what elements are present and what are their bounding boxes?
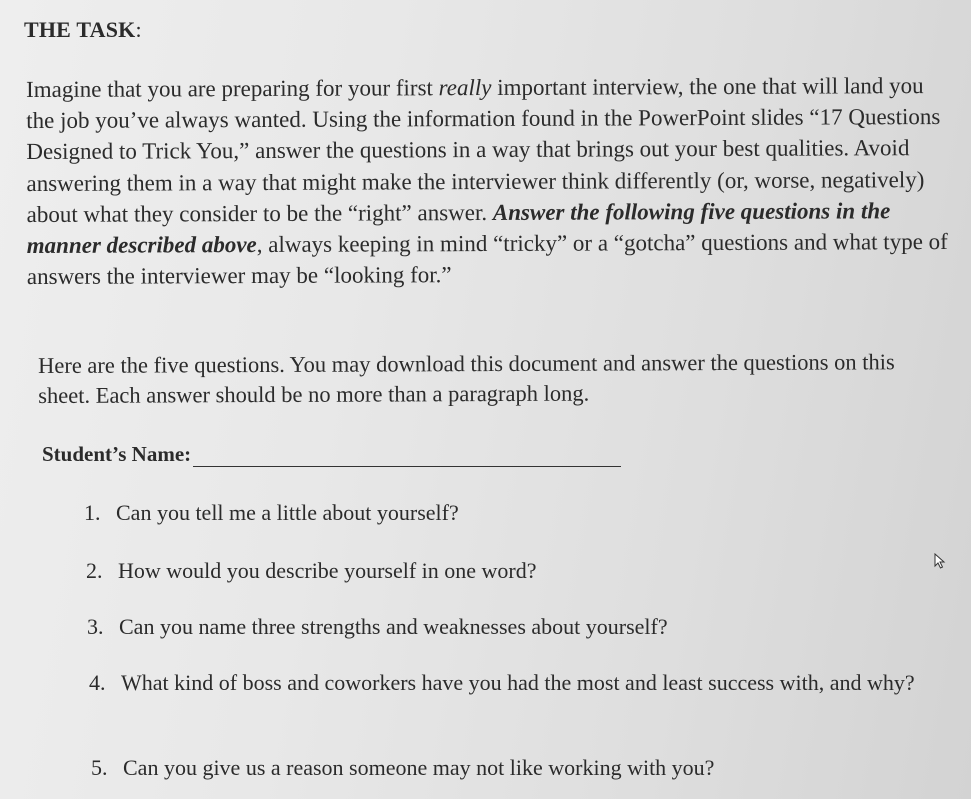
question-item xyxy=(87,613,919,641)
instructions-paragraph: Here are the five questions. You may download this document and answer the questions on this sheet. Each answer should be no more than a paragraph long. xyxy=(38,349,895,408)
mouse-pointer-icon xyxy=(934,553,948,569)
question-number: 5. xyxy=(91,755,108,780)
question-number: 4. xyxy=(89,670,106,695)
question-text: Can you tell me a little about yourself? xyxy=(116,500,459,525)
question-item xyxy=(89,669,921,697)
question-text: Can you give us a reason someone may not like working with you? xyxy=(123,755,715,780)
question-text: Can you name three strengths and weaknesses about yourself? xyxy=(119,614,668,639)
intro-instruction-bold: Answer the following five questions in the manner described above xyxy=(26,198,891,259)
heading-colon: : xyxy=(135,17,142,42)
question-number: 3. xyxy=(87,614,104,639)
question-item xyxy=(91,754,923,782)
task-heading xyxy=(24,17,142,43)
student-name-label: Student’s Name: xyxy=(42,442,192,466)
student-name-blank-line[interactable] xyxy=(193,442,621,467)
question-number: 1. xyxy=(84,500,101,525)
intro-text-2: important interview, the one that will land you the job you’ve always wanted. Using the information found in the PowerPoint slides “17 Questions Designed to Trick You,” answer the questions in a way that brings out your best qualities. Avoid answering them in a way that might make the interviewer think differently (or, worse, negatively) about what they consider to be the “right” answer. xyxy=(26,73,941,227)
intro-paragraph xyxy=(26,70,957,292)
intro-text-1: Imagine that you are preparing for your first xyxy=(26,75,439,102)
question-item xyxy=(86,557,918,585)
intro-text-3: , always keeping in mind “tricky” or a “gotcha” questions and what type of answers the interviewer may be “looking for.” xyxy=(26,228,948,290)
question-number: 2. xyxy=(86,558,103,583)
student-name-field xyxy=(42,442,621,467)
question-text: What kind of boss and coworkers have you had the most and least success with, and why? xyxy=(121,670,915,695)
heading-title: THE TASK xyxy=(24,17,136,42)
question-text: How would you describe yourself in one word? xyxy=(118,558,537,583)
intro-emphasis: really xyxy=(438,74,492,101)
question-item xyxy=(84,499,916,527)
